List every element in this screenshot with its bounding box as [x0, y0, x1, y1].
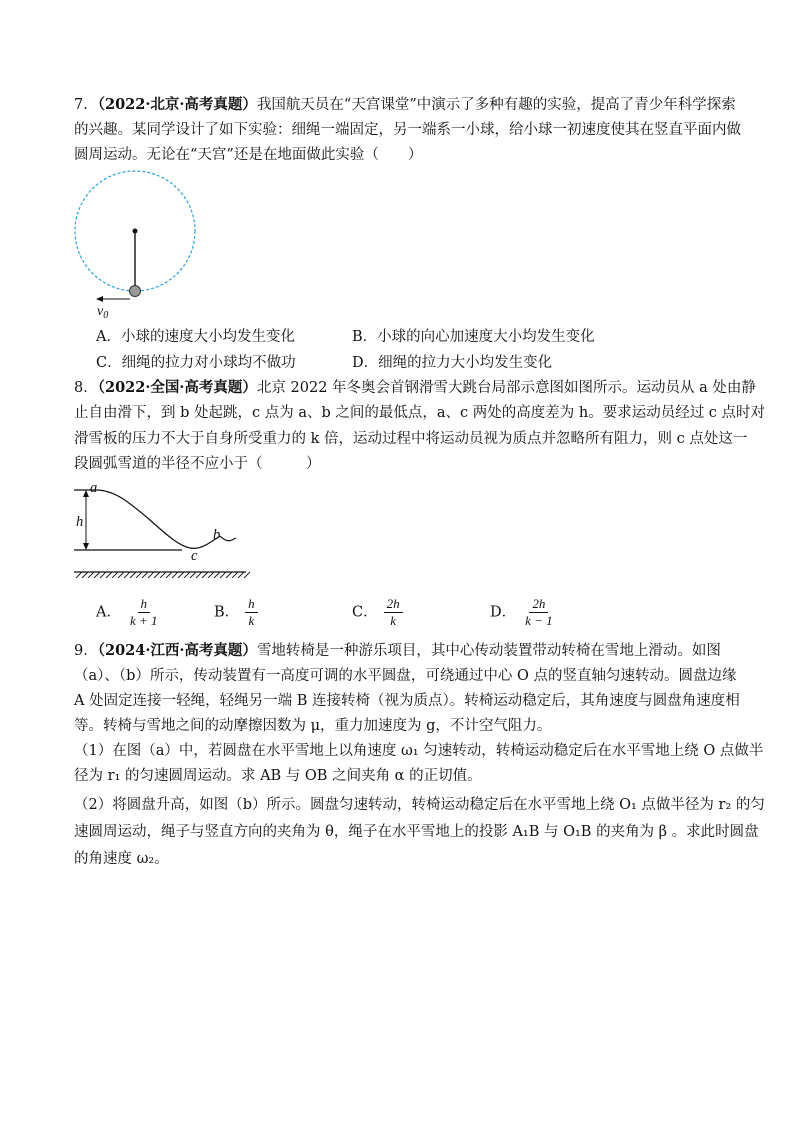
hatch-mark: [154, 572, 160, 578]
q8-option-a[interactable]: A． $\frac{h}{k + 1}$: [96, 596, 158, 628]
hatch-mark: [100, 572, 106, 578]
q7-line2: 的兴趣。某同学设计了如下实验：细绳一端固定，另一端系一小球，给小球一初速度使其在竖直平面内做: [74, 122, 741, 138]
q8-number: 8．: [74, 380, 98, 396]
hatch-mark: [76, 572, 82, 578]
q9-line1: 9．（2024·江西·高考真题）雪地转椅是一种游乐项目，其中心传动装置带动转椅在雪地上滑动。如图: [74, 642, 721, 659]
hatch-mark: [190, 572, 196, 578]
hatch-mark: [202, 572, 208, 578]
q8-line1: 8．（2022·全国·高考真题）北京 2022 年冬奥会首钢滑雪大跳台局部示意图如图所示。运动员从 a 处由静: [74, 379, 756, 396]
ground-hatching: [76, 572, 250, 578]
hatch-mark: [118, 572, 124, 578]
hatch-mark: [130, 572, 136, 578]
point-a-label: a: [90, 480, 98, 496]
ski-slope: [96, 490, 220, 548]
hatch-mark: [226, 572, 232, 578]
q7-line1: 7．（2022·北京·高考真题）我国航天员在“天宫课堂”中演示了多种有趣的实验，提高了青少年科学探索: [74, 96, 736, 113]
q9-line2: （a）、（b）所示，传动装置有一高度可调的水平圆盘，可绕通过中心 O 点的竖直轴匀速转动。圆盘边缘: [74, 668, 737, 684]
hatch-mark: [160, 572, 166, 578]
ball: [130, 286, 141, 297]
q9-number: 9．: [74, 643, 98, 659]
q8-option-d[interactable]: D． $\frac{2h}{k - 1}$: [490, 596, 553, 628]
q7-number: 7．: [74, 97, 98, 113]
hatch-mark: [106, 572, 112, 578]
hatch-mark: [136, 572, 142, 578]
hatch-mark: [88, 572, 94, 578]
hatch-mark: [232, 572, 238, 578]
velocity-label: $v_0$: [97, 304, 109, 321]
q8-line3: 滑雪板的压力不大于自身所受重力的 k 倍，运动过程中将运动员视为质点并忽略所有阻力，则 c 点处这一: [74, 431, 748, 447]
q9-line3: A 处固定连接一轻绳，轻绳另一端 B 连接转椅（视为质点）。转椅运动稳定后，其角速度与圆盘角速度相: [74, 693, 740, 709]
q9-part1-line1: （1）在图（a）中，若圆盘在水平雪地上以角速度 ω₁ 匀速转动，转椅运动稳定后在水平雪地上绕 O 点做半: [74, 743, 764, 759]
q7-source: （2022·北京·高考真题）: [97, 96, 257, 113]
q9-part2-line3: 的角速度 ω₂。: [74, 851, 169, 867]
q7-option-a[interactable]: A．小球的速度大小均发生变化: [96, 329, 295, 345]
height-label: h: [76, 514, 84, 530]
q7-line3: 圆周运动。无论在“天宫”还是在地面做此实验（ ）: [74, 147, 423, 163]
q8-option-c[interactable]: C． $\frac{2h}{k}$: [352, 596, 403, 629]
q8-line4: 段圆弧雪道的半径不应小于（ ）: [74, 456, 321, 472]
q7-figure: [70, 168, 210, 318]
q8-source: （2022·全国·高考真题）: [97, 379, 257, 396]
point-c-label: c: [191, 548, 198, 564]
point-b-label: b: [213, 527, 221, 543]
hatch-mark: [94, 572, 100, 578]
hatch-mark: [184, 572, 190, 578]
q9-part1-line2: 径为 r₁ 的匀速圆周运动。求 AB 与 OB 之间夹角 α 的正切值。: [74, 768, 482, 784]
q9-part2-line2: 速圆周运动，绳子与竖直方向的夹角为 θ，绳子在水平雪地上的投影 A₁B 与 O₁B 的夹角为 β 。求此时圆盘: [74, 824, 759, 840]
hatch-mark: [244, 572, 250, 578]
q8-option-b[interactable]: B． $\frac{h}{k}$: [214, 596, 258, 629]
hatch-mark: [148, 572, 154, 578]
height-arrowhead-top: [83, 490, 89, 497]
hatch-mark: [142, 572, 148, 578]
q7-option-b[interactable]: B．小球的向心加速度大小均发生变化: [352, 329, 595, 345]
height-arrowhead-bottom: [83, 543, 89, 550]
takeoff-ramp: [220, 536, 236, 541]
hatch-mark: [196, 572, 202, 578]
hatch-mark: [238, 572, 244, 578]
hatch-mark: [178, 572, 184, 578]
hatch-mark: [214, 572, 220, 578]
q7-option-c[interactable]: C．细绳的拉力对小球均不做功: [96, 355, 296, 371]
q9-source: （2024·江西·高考真题）: [97, 642, 257, 659]
q9-line4: 等。转椅与雪地之间的动摩擦因数为 μ，重力加速度为 g，不计空气阻力。: [74, 718, 552, 734]
hatch-mark: [208, 572, 214, 578]
hatch-mark: [166, 572, 172, 578]
q7-option-d[interactable]: D．细绳的拉力大小均发生变化: [352, 355, 553, 371]
q8-line2: 止自由滑下，到 b 处起跳，c 点为 a、b 之间的最低点，a、c 两处的高度差为 h。要求运动员经过 c 点时对: [74, 405, 766, 421]
q9-part2-line1: （2）将圆盘升高，如图（b）所示。圆盘匀速转动，转椅运动稳定后在水平雪地上绕 O₁ 点做半径为 r₂ 的匀: [74, 797, 765, 813]
hatch-mark: [172, 572, 178, 578]
hatch-mark: [220, 572, 226, 578]
hatch-mark: [82, 572, 88, 578]
hatch-mark: [124, 572, 130, 578]
hatch-mark: [112, 572, 118, 578]
